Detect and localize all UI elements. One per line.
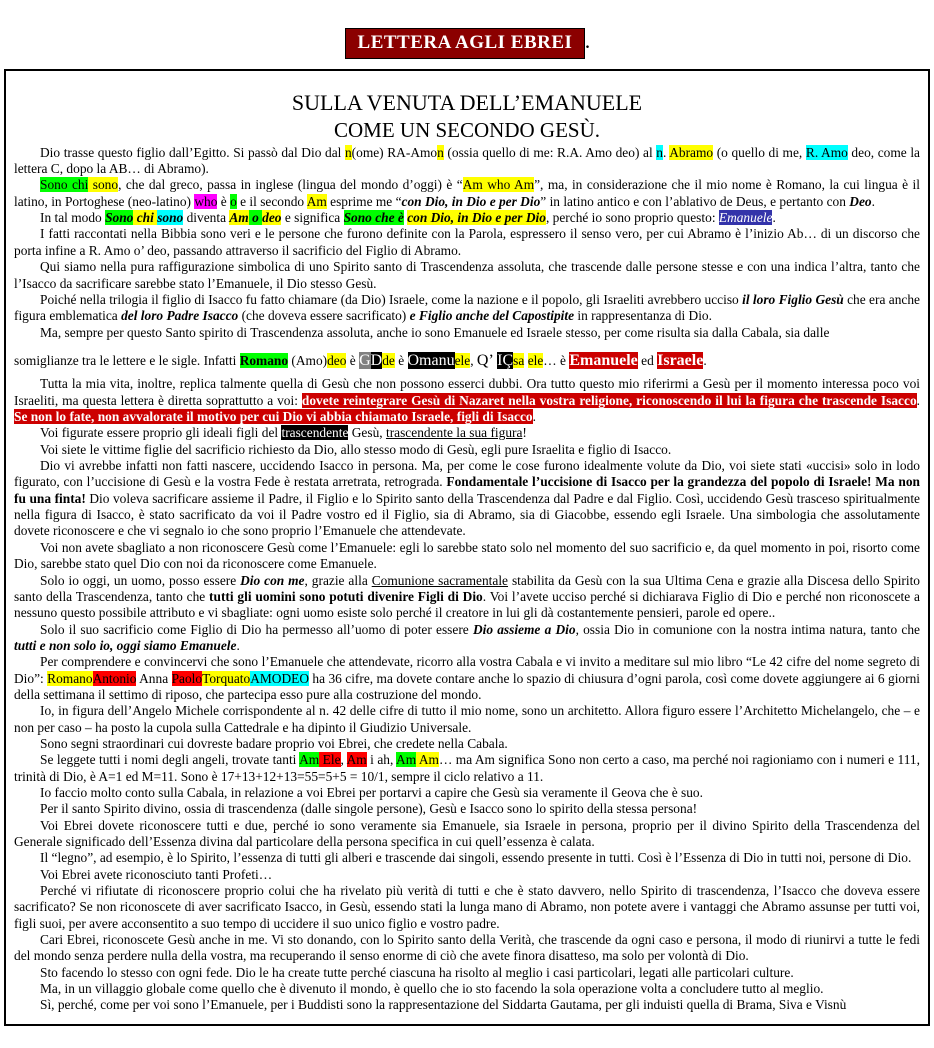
highlight-yellow: de (382, 352, 395, 368)
text-run: deo, come la lettera C, dopo la AB… di Abramo). (14, 144, 920, 177)
bold-italic-run: e Figlio anche del Capostipite (409, 308, 575, 324)
highlight-yellow: deo (327, 352, 347, 368)
text-run: Anna (136, 670, 172, 686)
text-run: . (236, 637, 240, 653)
paragraph-11: Voi siete le vittime figlie del sacrificio richiesto da Dio, allo stesso modo di Gesù, egli pure Israelita e figlio di Isacco. (40, 441, 672, 457)
bold-run: tutti gli uomini sono potuti divenire Figli di Dio (209, 588, 483, 604)
highlight-red: Antonio (92, 670, 137, 686)
paragraph-15 (14, 622, 920, 655)
text-run: , che dal greco, passa in inglese (lingua del mondo d’oggi) è “ (118, 177, 463, 193)
paragraph-4: I fatti raccontati nella Bibbia sono veri e le persone che furono definite con la Parola, espressero il senso vero, per cui Abramo è l’inizio Ab… di un discorso che porta infine a R. Amo o’ deo, passando attraverso il sacrificio del Figlio di Abramo. (14, 226, 920, 258)
paragraph-2 (14, 177, 920, 210)
text-run: . (916, 392, 920, 408)
highlight-red: Am (346, 752, 367, 768)
highlight-yellow: con Dio, in Dio e per Dio (407, 210, 546, 226)
paragraph-18: Sono segni straordinari cui dovreste badare proprio voi Ebrei, che credete nella Cabala. (40, 735, 508, 751)
text-run: Dio voleva sacrificare assieme il Padre, il Figlio e lo Spirito santo della Trascendenza dal Padre e dal Figlio. Così, uccidendo Gesù trasceso spiritualmente nella figura di Isacco, è stato sacrificato da voi il Padre vostro ed il Figlio, sia di Abramo, sia di Giacobbe, essendo egli Israele. Una simbologia che assolutamente dovete riconoscere e che vi segnalo io che sono proprio l’Emanuele che attendevate. (14, 490, 920, 539)
text-run: esprime me “ (326, 193, 402, 209)
text-run: diventa (183, 210, 230, 226)
paragraph-29: Sì, perché, come per voi sono l’Emanuele, per i Buddisti sono la rappresentazione del Siddarta Gautama, per gli induisti quella di Brama, Siva e Visnù (40, 997, 847, 1013)
highlight-yellow: sa (513, 352, 525, 368)
text-run: . (662, 144, 670, 160)
paragraph-12 (14, 458, 920, 540)
text-run: Tutta la mia vita, inoltre, replica talmente quella di Gesù che non possono esserci dubbi. Ora tutto questo mio riferirmi a Gesù per il momento interessa poco voi Israeliti, ma questa lettera è diretta soprattutto a voi: (14, 376, 920, 408)
paragraph-7: Ma, sempre per questo Santo spirito di Trascendenza assoluta, anche io sono Emanuele ed Israele stesso, per come risulta sia dalla Cabala, sia dalle (40, 324, 830, 340)
highlight-yellow: Torquato (202, 670, 251, 686)
highlight-green: Am (396, 752, 417, 768)
text-run: Poiché nella trilogia il figlio di Isacco fu fatto chiamare (da Dio) Israele, come la nazione e il popolo, gli Israeliti avrebbero ucciso (40, 291, 743, 307)
highlight-yellow: Romano (47, 670, 93, 686)
paragraph-6 (14, 292, 920, 325)
text-run: Dio trasse questo figlio dall’Egitto. Si passò dal Dio dal (40, 144, 345, 160)
paragraph-16 (14, 654, 920, 703)
text-run: e significa (281, 210, 344, 226)
text-run: In tal modo (40, 210, 106, 226)
blue-box-run: Emanuele (718, 210, 773, 226)
text-run: Solo il suo sacrificio come Figlio di Dio ha permesso all’uomo di poter essere (40, 621, 473, 637)
bold-italic-run: Deo (849, 193, 872, 209)
highlight-cyan: AMODEO (250, 670, 310, 686)
text-run: , grazie alla (304, 572, 372, 588)
document-title: LETTERA AGLI EBREI (345, 28, 586, 59)
red-box-run: Emanuele (569, 351, 638, 369)
bold-italic-run: il loro Figlio Gesù (742, 291, 844, 307)
text-run: , ossia Dio in comunione con la nostra intima natura, tanto che (575, 621, 921, 637)
highlight-yellow: ele (527, 352, 544, 368)
text-run: … ma Am significa Sono non certo a caso, ma perché noi ragioniamo con i numeri e 111, trinità di Dio, è A=1 ed M=11. Sono è 17+13+12+13=55=5+5 = 10/1, sempre il ciclo relativo a 11. (14, 752, 920, 784)
paragraph-20: Io faccio molto conto sulla Cabala, in relazione a voi Ebrei per portarvi a capire che Gesù sia veramente il Geova che è suo. (40, 784, 703, 800)
document-heading (14, 89, 920, 143)
paragraph-25: Perché vi rifiutate di riconoscere proprio colui che ha rivelato più verità di tutti e che è stato davvero, nello Spirito di trascendenza, l’Isacco che doveva essere sacrificato? Se non riconoscete di aver sacrificato Isacco, in Gesù, essendo stati la lunga mano di Abramo, non potete avere i vantaggi che Abramo assunse per tutti voi, figli suoi, per avere acconsentito a suo tempo di uccidere il suo unico figlio e vostro padre. (14, 883, 920, 931)
bold-italic-run: del loro Padre Isacco (121, 308, 239, 324)
highlight-green: o (230, 193, 237, 209)
red-box-run: Se non lo fate, non avvalorate il motivo per cui Dio vi abbia chiamato Israele, figli di Isacco (14, 409, 533, 425)
text-run: e il secondo (236, 193, 307, 209)
text-run: . (703, 352, 707, 368)
text-run: che era anche figura emblematica (14, 291, 920, 324)
highlight-red: Ele (319, 752, 341, 768)
paragraph-14 (14, 573, 920, 622)
text-run: ed (637, 352, 658, 368)
highlight-yellow: chi (133, 210, 158, 226)
text-run: Q’ (476, 351, 494, 369)
paragraph-9 (14, 376, 920, 425)
text-run: (ome) RA-Amo (351, 144, 438, 160)
text-run: Voi figurate essere proprio gli ideali figli del (40, 425, 282, 441)
highlight-green: Sono chi (40, 177, 89, 193)
text-run: stabilita da Gesù con la sua Ultima Cena e grazie alla Discesa dello Spirito santo della Trascendenza, tanto che (14, 572, 921, 604)
highlight-cyan: sono (157, 210, 184, 226)
red-box-run: Israele (657, 351, 704, 369)
bold-run: Fondamentale l’uccisione di Isacco per la grandezza del popolo di Israele! Ma non fu una finta! (14, 474, 920, 506)
highlight-yellow: sono (88, 177, 119, 193)
text-run: somiglianze tra le lettere e le sigle. Infatti (14, 352, 240, 368)
highlight-yellow: Am (229, 210, 249, 226)
highlight-yellow: ele (454, 352, 471, 368)
paragraph-19 (14, 752, 920, 785)
text-run: . (871, 193, 875, 209)
paragraph-27: Sto facendo lo stesso con ogni fede. Dio le ha create tutte perché ciascuna ha risolto al meglio i casi particolari, legati alle particolari culture. (40, 964, 794, 980)
text-run: è (394, 352, 408, 368)
text-run: Dio vi avrebbe infatti non fatti nascere, uccidendo Isacco in persona. Ma, per come le cose furono idealmente volute da Dio, voi siete stati «uccisi» solo in lodo figurato, con l’uccisione di Gesù e la vostra Fede è restata arretrata, retrograda. (14, 458, 920, 490)
inverse-run: trascendente (281, 425, 349, 441)
highlight-green: Sono (105, 210, 134, 226)
paragraph-10 (14, 425, 920, 441)
highlight-green: Am (299, 752, 320, 768)
paragraph-3 (14, 210, 920, 226)
text-run: , perché io sono proprio questo: (545, 210, 719, 226)
text-run: . Voi l’avete ucciso perché si dichiarava Figlio di Dio e perché non riconoscete a nessuno questo possibile attributo e vi sbagliate: ogni uomo esiste solo perché il creatore in lui gli dà costantemente pensieri, parole ed opere.. (14, 588, 920, 621)
text-run: i ah, (366, 752, 397, 768)
document-body-box (4, 69, 930, 1026)
text-run: è (346, 352, 360, 368)
paragraph-13: Voi non avete sbagliato a non riconoscere Gesù come l’Emanuele: egli lo sarebbe stato solo nel momento del suo sacrificio e, da quel momento in poi, risorto come Dio, sarebbe stato quel Dio con noi da riconoscere come Emanuele. (14, 539, 920, 572)
highlight-yellow: Am who Am (462, 177, 535, 193)
text-run: (ossia quello di me: R.A. Amo deo) al (443, 144, 657, 160)
text-run: in rappresentanza di Dio. (574, 308, 712, 324)
bold-italic-run: Dio assieme a Dio (472, 621, 576, 637)
text-run: Se leggete tutti i nomi degli angeli, trovate tanti (40, 752, 300, 768)
paragraph-21: Per il santo Spirito divino, ossia di trascendenza (dalle singole persone), Gesù e Isacco sono lo spirito della stessa persona! (40, 801, 698, 817)
text-run: Per comprendere e convincervi che sono l’Emanuele che attendevate, ricorro alla vostra Cabala e vi invito a meditare sul mio libro “Le 42 cifre del nome segreto di Dio”: (14, 654, 920, 686)
highlight-red: Paolo (171, 670, 203, 686)
paragraph-1 (14, 145, 920, 178)
highlight-green: Sono che è (343, 210, 404, 226)
text-run: . (772, 210, 776, 226)
heading-line-2: COME UN SECONDO GESÙ. (333, 117, 601, 142)
paragraph-28: Ma, in un villaggio globale come quello che è divenuto il mondo, è quello che io sto facendo la sola operazione volta a concludere tutto al meglio. (40, 981, 824, 997)
text-run: , (340, 752, 347, 768)
bold-italic-run: tutti e non solo io, oggi siamo Emanuele (14, 637, 237, 653)
bold-italic-run: Dio con me (240, 572, 305, 588)
highlight-yellow: Abramo (669, 144, 714, 160)
underline-run: Comunione sacramentale (371, 572, 509, 588)
paragraph-22: Voi Ebrei dovete riconoscere tutti e due, perché io sono veramente sia Emanuele, sia Israele in persona, proprio per il divino Spirito della Trascendenza del Generale significado dell’Essenza divina dal particolare della persona specifica in cui quell’essenza è calata. (14, 817, 920, 850)
highlight-yellow: Am (306, 193, 327, 209)
heading-line-1: SULLA VENUTA DELL’EMANUELE (291, 90, 643, 115)
inverse-run: IÇ (497, 351, 514, 369)
paragraph-24: Voi Ebrei avete riconosciuto tanti Profeti… (40, 866, 273, 882)
highlight-cyan: R. Amo (805, 144, 848, 160)
highlight-yellow: deo (262, 210, 282, 226)
text-run: è (217, 193, 231, 209)
text-run: ” in latino antico e con l’ablativo de Deus, e pertanto con (540, 193, 850, 209)
text-run: ”, ma, in considerazione che il mio nome è Romano, la cui lingua è il latino, in Portoghese (neo-latino) (14, 177, 920, 209)
highlight-yellow: Am (416, 752, 439, 768)
text-run: , (470, 352, 477, 368)
text-run: . (532, 409, 536, 425)
text-run: Solo io oggi, un uomo, posso essere (40, 572, 241, 588)
highlight-green: o (248, 210, 263, 226)
red-box-run: dovete reintegrare Gesù di Nazaret nella vostra religione, riconoscendo il lui la figura che trascende Isacco (301, 392, 917, 408)
highlight-green: Romano (239, 352, 289, 368)
gray-box-run: G (359, 351, 371, 369)
document-title-banner (0, 0, 934, 67)
underline-run: trascendente la sua figura (385, 425, 523, 441)
title-trailing-dot: . (585, 35, 590, 52)
inverse-run: Omanu (407, 351, 455, 369)
text-run: ! (522, 425, 527, 441)
paragraph-23: Il “legno”, ad esempio, è lo Spirito, l’essenza di tutti gli alberi e trascende dai singoli, essendo presente in tutti. Così è l’Essenza di Dio in tutti noi, persone di Dio. (40, 850, 912, 866)
text-run: (o quello di me, (713, 144, 806, 160)
paragraph-17: Io, in figura dell’Angelo Michele corrispondente al n. 42 delle cifre di tutto il mio nome, sono un architetto. Allora figuro essere l’Architetto Michelangelo, che – e non per caso – ha posto la cupola sulla Cattedrale e ha dipinto il Giudizio Universale. (14, 703, 920, 735)
text-run: ha 36 cifre, ma dovete contare anche lo spazio di chiusura d’ogni parola, così come dovete aggiungere ai 6 giorni della settimana il settimo di riposo, che partecipa esso pure alla costruzione del mondo. (14, 670, 921, 702)
highlight-yellow: n (437, 144, 444, 160)
paragraph-5: Qui siamo nella pura raffigurazione simbolica di uno Spirito santo di Trascendenza assoluta, che trascende dalle persone stesse e con una indica l’altra, tanto che l’Isacco da sacrificare sarebbe stato l’Emanuele, il Dio stesso Gesù. (14, 259, 920, 291)
paragraph-26: Cari Ebrei, riconoscete Gesù anche in me. Vi sto donando, con lo Spirito santo della Verità, che trascende da ogni caso e persona, il modo di riunirvi a tutte le fedi del mondo senza perdere nulla della vostra, ma recuperando il senso enorme di ciò che avete finora disatteso, ma solo per volontà di Dio. (14, 932, 920, 964)
highlight-magenta: who (194, 193, 218, 209)
paragraph-8 (14, 351, 920, 371)
text-run: Gesù, (348, 425, 386, 441)
inverse-run: D (370, 351, 383, 369)
bold-italic-run: con Dio, in Dio e per Dio (401, 193, 541, 209)
highlight-cyan: n (656, 144, 663, 160)
text-run: (che doveva essere sacrificato) (238, 308, 410, 324)
text-run: … è (543, 352, 570, 368)
text-run: (Amo) (288, 352, 328, 368)
highlight-yellow: n (344, 144, 352, 160)
